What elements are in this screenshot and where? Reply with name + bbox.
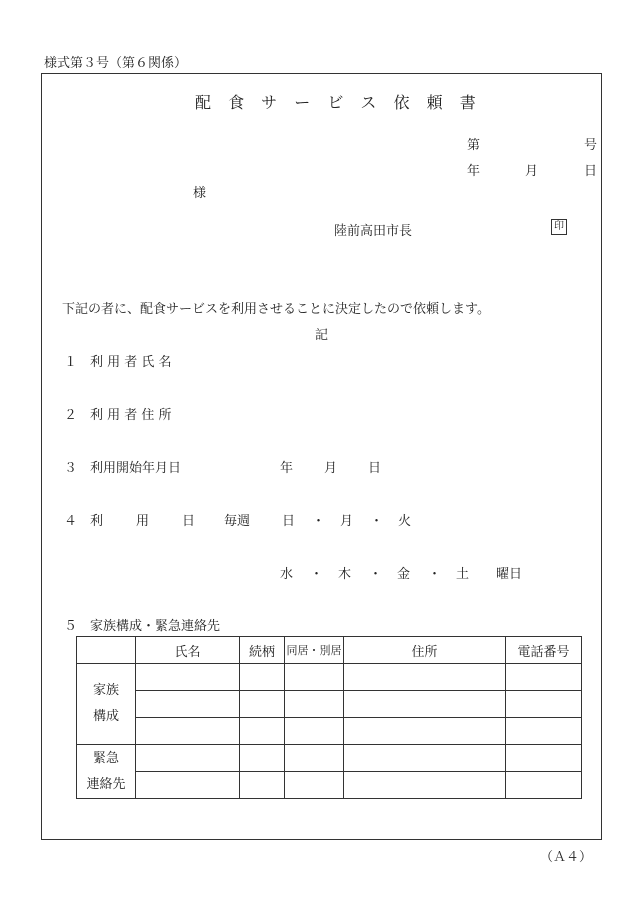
item2-label: 利 用 者 住 所 xyxy=(90,408,172,423)
table-cell[interactable] xyxy=(506,718,582,745)
table-row xyxy=(77,745,582,772)
date-year: 年 xyxy=(467,164,481,179)
item5-number: ５ xyxy=(64,619,78,634)
table-cell[interactable] xyxy=(240,718,285,745)
table-cell[interactable] xyxy=(136,745,240,772)
header-address: 住所 xyxy=(344,637,506,664)
paper-size: （Ａ４） xyxy=(540,850,593,865)
table-cell[interactable] xyxy=(136,691,240,718)
table-cell[interactable] xyxy=(506,772,582,799)
item3-year: 年 xyxy=(280,461,294,476)
table-row xyxy=(77,691,582,718)
seal-mark xyxy=(551,219,567,235)
day-sep: ・ xyxy=(370,514,384,529)
table-header-row xyxy=(77,637,582,664)
item4-number: ４ xyxy=(64,514,78,529)
ki-label: 記 xyxy=(315,328,329,343)
table-cell[interactable] xyxy=(344,718,506,745)
table-cell[interactable] xyxy=(136,664,240,691)
table-cell[interactable] xyxy=(344,664,506,691)
day-sep: ・ xyxy=(428,567,442,582)
item1-label: 利 用 者 氏 名 xyxy=(90,355,172,370)
header-name: 氏名 xyxy=(136,637,240,664)
issuer: 陸前高田市長 xyxy=(334,224,413,239)
weekly-label: 毎週 xyxy=(224,514,251,529)
item4-label-b: 用 xyxy=(136,514,150,529)
table-row xyxy=(77,664,582,691)
table-row xyxy=(77,718,582,745)
table-cell[interactable] xyxy=(344,691,506,718)
item1-number: １ xyxy=(64,355,78,370)
group-emergency xyxy=(77,745,136,799)
item4-label-a: 利 xyxy=(90,514,104,529)
table-cell[interactable] xyxy=(506,691,582,718)
group-family-line2: 構成 xyxy=(92,709,119,724)
day-sat: 土 xyxy=(456,567,470,582)
table-cell[interactable] xyxy=(285,745,344,772)
table-cell[interactable] xyxy=(240,691,285,718)
item3-month: 月 xyxy=(324,461,338,476)
day-sep: ・ xyxy=(369,567,383,582)
table-cell[interactable] xyxy=(344,772,506,799)
item5-label: 家族構成・緊急連絡先 xyxy=(90,619,221,634)
table-cell[interactable] xyxy=(136,772,240,799)
table-cell[interactable] xyxy=(506,745,582,772)
table-row xyxy=(77,772,582,799)
body-text: 下記の者に、配食サービスを利用させることに決定したので依頼します。 xyxy=(62,302,490,317)
day-mon: 月 xyxy=(340,514,354,529)
seal-text: 印 xyxy=(554,221,564,232)
item4-label-c: 日 xyxy=(182,514,196,529)
item2-number: ２ xyxy=(64,408,78,423)
day-sep: ・ xyxy=(310,567,324,582)
table-cell[interactable] xyxy=(240,745,285,772)
ref-dai: 第 xyxy=(467,138,481,153)
table-cell[interactable] xyxy=(285,664,344,691)
table-cell[interactable] xyxy=(285,718,344,745)
header-blank xyxy=(77,637,136,664)
day-wed: 水 xyxy=(280,567,294,582)
form-number: 様式第３号（第６関係） xyxy=(44,56,188,71)
group-emergency-line2: 連絡先 xyxy=(86,776,126,792)
table-cell[interactable] xyxy=(285,772,344,799)
header-phone: 電話番号 xyxy=(506,637,582,664)
item3-day: 日 xyxy=(368,461,382,476)
ref-go: 号 xyxy=(584,138,598,153)
header-relation: 続柄 xyxy=(240,637,285,664)
item3-number: ３ xyxy=(64,461,78,476)
day-sun: 日 xyxy=(282,514,296,529)
recipient-sama: 様 xyxy=(193,186,207,201)
table-cell[interactable] xyxy=(344,745,506,772)
group-family-line1: 家族 xyxy=(92,683,119,698)
group-family xyxy=(77,664,136,745)
youbi-label: 曜日 xyxy=(496,567,523,582)
group-emergency-line1: 緊急 xyxy=(92,750,119,766)
day-fri: 金 xyxy=(397,567,411,582)
form-title: 配 食 サ ー ビ ス 依 頼 書 xyxy=(195,93,482,112)
header-cohabit: 同居・別居 xyxy=(285,637,344,664)
day-tue: 火 xyxy=(398,514,412,529)
family-table xyxy=(76,636,582,799)
item3-label: 利用開始年月日 xyxy=(90,461,182,476)
day-thu: 木 xyxy=(338,567,352,582)
table-cell[interactable] xyxy=(240,664,285,691)
day-sep: ・ xyxy=(312,514,326,529)
table-cell[interactable] xyxy=(136,718,240,745)
date-day: 日 xyxy=(584,164,598,179)
table-cell[interactable] xyxy=(285,691,344,718)
date-month: 月 xyxy=(525,164,539,179)
table-cell[interactable] xyxy=(506,664,582,691)
table-cell[interactable] xyxy=(240,772,285,799)
